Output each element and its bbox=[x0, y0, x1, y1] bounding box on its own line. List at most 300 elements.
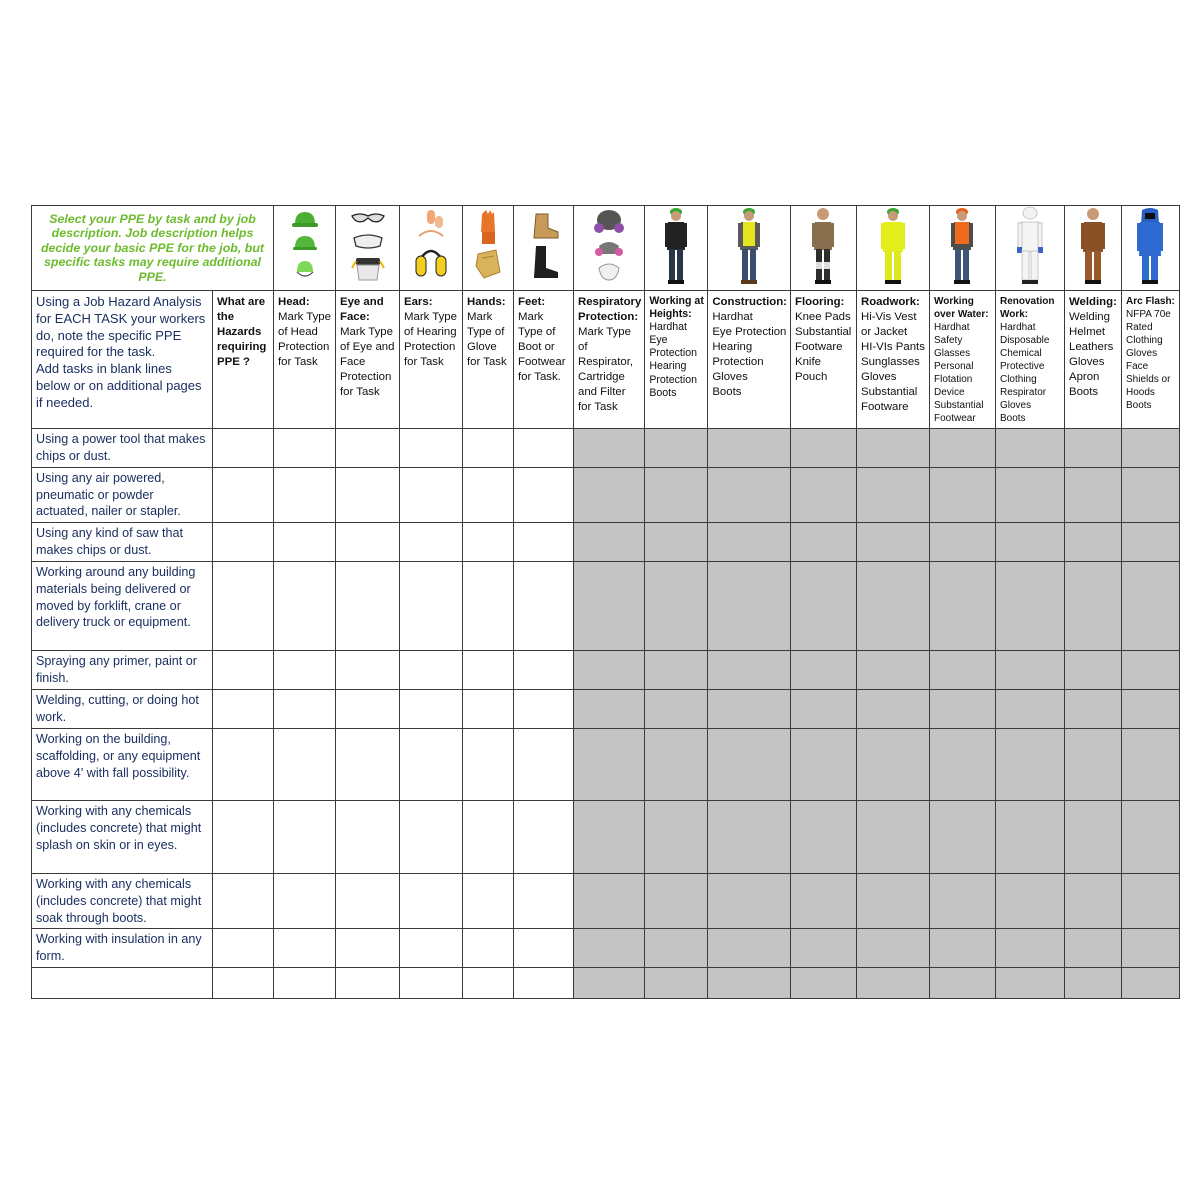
worker-water-icon bbox=[947, 206, 977, 286]
header-line: Boots bbox=[1068, 386, 1099, 398]
shaded-cell bbox=[929, 562, 995, 651]
shaded-cell bbox=[574, 562, 645, 651]
task-row bbox=[32, 690, 1180, 729]
shaded-cell bbox=[574, 690, 645, 729]
label-row bbox=[32, 291, 1180, 429]
shaded-cell bbox=[929, 690, 995, 729]
checklist-cell[interactable] bbox=[400, 690, 463, 729]
welding-image-cell bbox=[1064, 206, 1121, 291]
header-heights bbox=[645, 291, 708, 429]
header-line: Gloves bbox=[999, 400, 1032, 411]
header-hands bbox=[463, 291, 514, 429]
header-line: Boots bbox=[712, 386, 742, 398]
checklist-cell[interactable] bbox=[274, 801, 336, 874]
shaded-cell bbox=[856, 468, 929, 523]
checklist-cell[interactable] bbox=[514, 468, 574, 523]
header-line: Hardhat bbox=[649, 321, 688, 334]
header-line: Substantial Footwear bbox=[933, 400, 984, 424]
task-row bbox=[32, 874, 1180, 929]
header-line: Boots bbox=[999, 413, 1026, 424]
checklist-cell[interactable] bbox=[463, 468, 514, 523]
header-line: NFPA 70e Rated Clothing bbox=[1125, 309, 1171, 346]
header-line: Leathers bbox=[1068, 341, 1114, 353]
checklist-cell[interactable] bbox=[213, 651, 274, 690]
shaded-cell bbox=[995, 874, 1064, 929]
shaded-cell bbox=[856, 690, 929, 729]
checklist-cell[interactable] bbox=[463, 523, 514, 562]
task-description: Working with any chemicals (includes concrete) that might splash on skin or in eyes. bbox=[32, 801, 213, 874]
checklist-cell[interactable] bbox=[274, 968, 336, 999]
shaded-cell bbox=[929, 874, 995, 929]
checklist-cell[interactable] bbox=[336, 690, 400, 729]
header-line: Mark Type of Glove for Task bbox=[467, 311, 507, 368]
task-row bbox=[32, 562, 1180, 651]
shaded-cell bbox=[1064, 651, 1121, 690]
jha-instructions bbox=[32, 291, 213, 429]
header-line: Apron bbox=[1068, 371, 1100, 383]
checklist-cell[interactable] bbox=[400, 968, 463, 999]
shaded-cell bbox=[995, 468, 1064, 523]
task-description: Working on the building, scaffolding, or any equipment above 4' with fall possibility. bbox=[32, 729, 213, 801]
checklist-cell[interactable] bbox=[274, 562, 336, 651]
header-title: Construction: bbox=[712, 296, 787, 308]
header-eye-face bbox=[336, 291, 400, 429]
shaded-cell bbox=[790, 562, 856, 651]
shaded-cell bbox=[574, 968, 645, 999]
shaded-cell bbox=[574, 523, 645, 562]
shaded-cell bbox=[856, 874, 929, 929]
task-row bbox=[32, 968, 1180, 999]
checklist-cell[interactable] bbox=[274, 429, 336, 468]
header-roadwork bbox=[856, 291, 929, 429]
checklist-cell[interactable] bbox=[274, 651, 336, 690]
shaded-cell bbox=[1064, 729, 1121, 801]
shaded-cell bbox=[856, 651, 929, 690]
worker-welding-icon bbox=[1078, 206, 1108, 286]
shaded-cell bbox=[856, 523, 929, 562]
checklist-cell[interactable] bbox=[514, 690, 574, 729]
checklist-cell[interactable] bbox=[463, 429, 514, 468]
checklist-cell[interactable] bbox=[400, 429, 463, 468]
checklist-cell[interactable] bbox=[213, 874, 274, 929]
shaded-cell bbox=[645, 651, 708, 690]
shaded-cell bbox=[929, 429, 995, 468]
checklist-cell[interactable] bbox=[400, 729, 463, 801]
checklist-cell[interactable] bbox=[400, 801, 463, 874]
checklist-cell[interactable] bbox=[336, 562, 400, 651]
heights-image-cell bbox=[645, 206, 708, 291]
shaded-cell bbox=[929, 929, 995, 968]
shaded-cell bbox=[1121, 968, 1179, 999]
renovation-image-cell bbox=[995, 206, 1064, 291]
shaded-cell bbox=[1064, 929, 1121, 968]
shaded-cell bbox=[708, 874, 791, 929]
shaded-cell bbox=[995, 562, 1064, 651]
header-line: Boots bbox=[649, 386, 677, 399]
task-row bbox=[32, 729, 1180, 801]
header-line: Mark Type of Hearing Protection for Task bbox=[404, 311, 457, 368]
checklist-cell[interactable] bbox=[336, 651, 400, 690]
jha-line: for EACH TASK your workers bbox=[36, 310, 206, 326]
header-line: Hearing Protection bbox=[712, 341, 764, 368]
header-line: Gloves bbox=[1125, 348, 1158, 359]
checklist-cell[interactable] bbox=[336, 468, 400, 523]
shaded-cell bbox=[856, 929, 929, 968]
header-title: Hands: bbox=[467, 296, 506, 308]
header-line: Knife Pouch bbox=[794, 356, 828, 383]
shaded-cell bbox=[574, 874, 645, 929]
checklist-cell[interactable] bbox=[274, 468, 336, 523]
checklist-cell[interactable] bbox=[514, 562, 574, 651]
header-line: Substantial Footware bbox=[794, 326, 852, 353]
header-line: Knee Pads bbox=[794, 311, 851, 323]
header-title: Roadwork: bbox=[860, 296, 920, 308]
shaded-cell bbox=[574, 801, 645, 874]
shaded-cell bbox=[1064, 523, 1121, 562]
shaded-cell bbox=[856, 968, 929, 999]
worker-arcflash-icon bbox=[1135, 206, 1165, 286]
shaded-cell bbox=[1064, 429, 1121, 468]
task-description bbox=[32, 968, 213, 999]
ears-image-cell bbox=[400, 206, 463, 291]
header-line: Hi-Vis Vest or Jacket bbox=[860, 311, 917, 338]
checklist-cell[interactable] bbox=[400, 523, 463, 562]
jha-line: do, note the specific PPE bbox=[36, 327, 182, 343]
task-row bbox=[32, 429, 1180, 468]
header-line: Mark Type of Eye and Face Protection for Task bbox=[340, 326, 395, 398]
jha-line: below or on additional pages bbox=[36, 377, 202, 393]
header-line: Respirator bbox=[999, 387, 1047, 398]
checklist-cell[interactable] bbox=[213, 523, 274, 562]
shaded-cell bbox=[1121, 651, 1179, 690]
checklist-cell[interactable] bbox=[274, 929, 336, 968]
shaded-cell bbox=[708, 523, 791, 562]
safety-glasses-icon bbox=[346, 206, 390, 284]
header-arcflash bbox=[1121, 291, 1179, 429]
shaded-cell bbox=[708, 968, 791, 999]
task-row bbox=[32, 801, 1180, 874]
arcflash-image-cell bbox=[1121, 206, 1179, 291]
hardhat-image-cell bbox=[274, 206, 336, 291]
task-description: Working with any chemicals (includes concrete) that might soak through boots. bbox=[32, 874, 213, 929]
shaded-cell bbox=[708, 690, 791, 729]
shaded-cell bbox=[645, 874, 708, 929]
respirator-icon bbox=[587, 206, 631, 284]
shaded-cell bbox=[574, 429, 645, 468]
checklist-cell[interactable] bbox=[400, 562, 463, 651]
shaded-cell bbox=[995, 651, 1064, 690]
header-feet bbox=[514, 291, 574, 429]
intro-cell bbox=[32, 206, 274, 291]
shaded-cell bbox=[1121, 874, 1179, 929]
checklist-cell[interactable] bbox=[213, 690, 274, 729]
shaded-cell bbox=[790, 729, 856, 801]
shaded-cell bbox=[790, 874, 856, 929]
shaded-cell bbox=[1121, 468, 1179, 523]
header-title: Flooring: bbox=[794, 296, 845, 308]
checklist-cell[interactable] bbox=[463, 801, 514, 874]
header-title: Respiratory Protection: bbox=[578, 296, 642, 323]
checklist-cell[interactable] bbox=[514, 729, 574, 801]
header-title: Ears: bbox=[404, 296, 433, 308]
header-title: Working over Water: bbox=[933, 296, 989, 320]
ear-protection-icon bbox=[409, 206, 453, 284]
jha-line: required for the task. bbox=[36, 344, 156, 360]
shaded-cell bbox=[645, 729, 708, 801]
shaded-cell bbox=[1064, 801, 1121, 874]
shaded-cell bbox=[574, 729, 645, 801]
checklist-cell[interactable] bbox=[514, 429, 574, 468]
checklist-cell[interactable] bbox=[400, 651, 463, 690]
worker-heights-icon bbox=[661, 206, 691, 286]
header-ears bbox=[400, 291, 463, 429]
shaded-cell bbox=[995, 801, 1064, 874]
header-line: Hardhat bbox=[933, 322, 970, 333]
header-line: Welding Helmet bbox=[1068, 311, 1110, 338]
checklist-cell[interactable] bbox=[274, 690, 336, 729]
shaded-cell bbox=[1121, 523, 1179, 562]
header-line: Mark Type of Respirator, Cartridge and Filter for Task bbox=[578, 326, 634, 413]
hands-image-cell bbox=[463, 206, 514, 291]
checklist-cell[interactable] bbox=[514, 801, 574, 874]
header-title: Renovation Work: bbox=[999, 296, 1055, 320]
shaded-cell bbox=[1121, 562, 1179, 651]
checklist-cell[interactable] bbox=[463, 562, 514, 651]
header-line: Substantial Footware bbox=[860, 386, 918, 413]
shaded-cell bbox=[645, 429, 708, 468]
hardhat-icon bbox=[285, 206, 325, 284]
task-row bbox=[32, 651, 1180, 690]
shaded-cell bbox=[574, 651, 645, 690]
task-description: Working around any building materials being delivered or moved by forklift, crane or delivery truck or equipment. bbox=[32, 562, 213, 651]
shaded-cell bbox=[856, 801, 929, 874]
header-line: Eye Protection bbox=[712, 326, 787, 338]
checklist-cell[interactable] bbox=[213, 968, 274, 999]
checklist-cell[interactable] bbox=[514, 651, 574, 690]
shaded-cell bbox=[1064, 562, 1121, 651]
header-water bbox=[929, 291, 995, 429]
checklist-cell[interactable] bbox=[463, 968, 514, 999]
checklist-cell[interactable] bbox=[336, 968, 400, 999]
roadwork-image-cell bbox=[856, 206, 929, 291]
header-line: Sunglasses bbox=[860, 356, 920, 368]
worker-roadwork-icon bbox=[878, 206, 908, 286]
respiratory-image-cell bbox=[574, 206, 645, 291]
jha-line: Add tasks in blank lines bbox=[36, 361, 172, 377]
image-row bbox=[32, 206, 1180, 291]
checklist-cell[interactable] bbox=[213, 562, 274, 651]
header-title: Working at Heights: bbox=[649, 295, 704, 321]
checklist-cell[interactable] bbox=[514, 968, 574, 999]
shaded-cell bbox=[929, 801, 995, 874]
checklist-cell[interactable] bbox=[213, 429, 274, 468]
header-title: What are the Hazards requiring PPE ? bbox=[217, 296, 267, 368]
shaded-cell bbox=[708, 929, 791, 968]
intro-text: Select your PPE by task and by job description. Job description helps decide your basic PPE for the job, but specific tasks may require additional PPE. bbox=[40, 211, 265, 284]
shaded-cell bbox=[790, 651, 856, 690]
checklist-cell[interactable] bbox=[213, 468, 274, 523]
checklist-cell[interactable] bbox=[514, 929, 574, 968]
header-title: Arc Flash: bbox=[1125, 296, 1175, 307]
construction-image-cell bbox=[708, 206, 791, 291]
shaded-cell bbox=[790, 801, 856, 874]
feet-image-cell bbox=[514, 206, 574, 291]
shaded-cell bbox=[645, 562, 708, 651]
task-description: Using a power tool that makes chips or dust. bbox=[32, 429, 213, 468]
checklist-cell[interactable] bbox=[274, 523, 336, 562]
ppe-selection-table bbox=[31, 205, 1180, 999]
work-glove-icon bbox=[468, 206, 508, 284]
shaded-cell bbox=[645, 929, 708, 968]
checklist-cell[interactable] bbox=[463, 874, 514, 929]
shaded-cell bbox=[574, 929, 645, 968]
task-description: Welding, cutting, or doing hot work. bbox=[32, 690, 213, 729]
header-title: Eye and Face: bbox=[340, 296, 384, 323]
task-row bbox=[32, 468, 1180, 523]
header-line: Disposable Chemical Protective Clothing bbox=[999, 335, 1050, 385]
shaded-cell bbox=[929, 729, 995, 801]
checklist-cell[interactable] bbox=[463, 651, 514, 690]
checklist-cell[interactable] bbox=[514, 874, 574, 929]
checklist-cell[interactable] bbox=[213, 801, 274, 874]
shaded-cell bbox=[856, 562, 929, 651]
checklist-cell[interactable] bbox=[400, 929, 463, 968]
worker-construction-icon bbox=[734, 206, 764, 286]
header-title: Head: bbox=[278, 296, 310, 308]
header-line: Mark Type of Boot or Footwear for Task. bbox=[518, 311, 566, 383]
checklist-cell[interactable] bbox=[514, 523, 574, 562]
header-line: Hardhat bbox=[712, 311, 753, 323]
shaded-cell bbox=[708, 429, 791, 468]
header-title: Feet: bbox=[518, 296, 546, 308]
shaded-cell bbox=[856, 429, 929, 468]
shaded-cell bbox=[790, 690, 856, 729]
task-description: Working with insulation in any form. bbox=[32, 929, 213, 968]
shaded-cell bbox=[856, 729, 929, 801]
jha-line: Using a Job Hazard Analysis bbox=[36, 294, 202, 309]
shaded-cell bbox=[645, 801, 708, 874]
task-row bbox=[32, 523, 1180, 562]
shaded-cell bbox=[995, 523, 1064, 562]
shaded-cell bbox=[708, 468, 791, 523]
header-line: Hardhat bbox=[999, 322, 1036, 333]
header-line: Boots bbox=[1125, 400, 1152, 411]
shaded-cell bbox=[1064, 690, 1121, 729]
shaded-cell bbox=[1121, 929, 1179, 968]
checklist-cell[interactable] bbox=[336, 929, 400, 968]
checklist-cell[interactable] bbox=[400, 874, 463, 929]
shaded-cell bbox=[1121, 801, 1179, 874]
task-description: Spraying any primer, paint or finish. bbox=[32, 651, 213, 690]
shaded-cell bbox=[929, 523, 995, 562]
header-respiratory bbox=[574, 291, 645, 429]
header-line: Gloves bbox=[1068, 356, 1105, 368]
header-head bbox=[274, 291, 336, 429]
checklist-cell[interactable] bbox=[213, 729, 274, 801]
shaded-cell bbox=[790, 929, 856, 968]
shaded-cell bbox=[1064, 968, 1121, 999]
worker-renovation-icon bbox=[1015, 206, 1045, 286]
shaded-cell bbox=[645, 523, 708, 562]
checklist-cell[interactable] bbox=[463, 690, 514, 729]
task-description: Using any kind of saw that makes chips or dust. bbox=[32, 523, 213, 562]
shaded-cell bbox=[708, 562, 791, 651]
header-renovation bbox=[995, 291, 1064, 429]
shaded-cell bbox=[645, 968, 708, 999]
shaded-cell bbox=[790, 429, 856, 468]
shaded-cell bbox=[708, 729, 791, 801]
shaded-cell bbox=[995, 929, 1064, 968]
header-line: Face Shields or Hoods bbox=[1125, 361, 1171, 398]
shaded-cell bbox=[708, 801, 791, 874]
shaded-cell bbox=[995, 429, 1064, 468]
shaded-cell bbox=[645, 468, 708, 523]
header-line: Hearing Protection bbox=[649, 360, 698, 386]
shaded-cell bbox=[790, 968, 856, 999]
shaded-cell bbox=[929, 468, 995, 523]
jha-line: if needed. bbox=[36, 394, 94, 410]
shaded-cell bbox=[790, 468, 856, 523]
header-line: Safety Glasses bbox=[933, 335, 971, 359]
shaded-cell bbox=[790, 523, 856, 562]
checklist-cell[interactable] bbox=[400, 468, 463, 523]
checklist-cell[interactable] bbox=[213, 929, 274, 968]
header-construction bbox=[708, 291, 791, 429]
worker-flooring-icon bbox=[808, 206, 838, 286]
checklist-cell[interactable] bbox=[336, 729, 400, 801]
shaded-cell bbox=[1064, 874, 1121, 929]
eyewear-image-cell bbox=[336, 206, 400, 291]
header-line: Gloves bbox=[860, 371, 897, 383]
header-line: Eye Protection bbox=[649, 334, 698, 360]
checklist-cell[interactable] bbox=[463, 729, 514, 801]
checklist-cell[interactable] bbox=[336, 429, 400, 468]
shaded-cell bbox=[995, 968, 1064, 999]
shaded-cell bbox=[1064, 468, 1121, 523]
shaded-cell bbox=[1121, 690, 1179, 729]
checklist-cell[interactable] bbox=[336, 523, 400, 562]
shaded-cell bbox=[708, 651, 791, 690]
checklist-cell[interactable] bbox=[463, 929, 514, 968]
shaded-cell bbox=[929, 968, 995, 999]
task-row bbox=[32, 929, 1180, 968]
header-line: Mark Type of Head Protection for Task bbox=[278, 311, 331, 368]
shaded-cell bbox=[645, 690, 708, 729]
shaded-cell bbox=[1121, 429, 1179, 468]
shaded-cell bbox=[929, 651, 995, 690]
water-image-cell bbox=[929, 206, 995, 291]
header-line: HI-VIs Pants bbox=[860, 341, 925, 353]
shaded-cell bbox=[1121, 729, 1179, 801]
shaded-cell bbox=[574, 468, 645, 523]
header-line: Gloves bbox=[712, 371, 748, 383]
header-line: Personal Flotation Device bbox=[933, 361, 974, 398]
checklist-cell[interactable] bbox=[336, 801, 400, 874]
task-description: Using any air powered, pneumatic or powder actuated, nailer or stapler. bbox=[32, 468, 213, 523]
flooring-image-cell bbox=[790, 206, 856, 291]
shaded-cell bbox=[995, 690, 1064, 729]
checklist-cell[interactable] bbox=[336, 874, 400, 929]
checklist-cell[interactable] bbox=[274, 874, 336, 929]
header-hazards bbox=[213, 291, 274, 429]
header-welding bbox=[1064, 291, 1121, 429]
shaded-cell bbox=[995, 729, 1064, 801]
header-flooring bbox=[790, 291, 856, 429]
header-title: Welding: bbox=[1068, 296, 1117, 308]
task-rows bbox=[32, 429, 1180, 999]
work-boot-icon bbox=[524, 206, 564, 284]
checklist-cell[interactable] bbox=[274, 729, 336, 801]
